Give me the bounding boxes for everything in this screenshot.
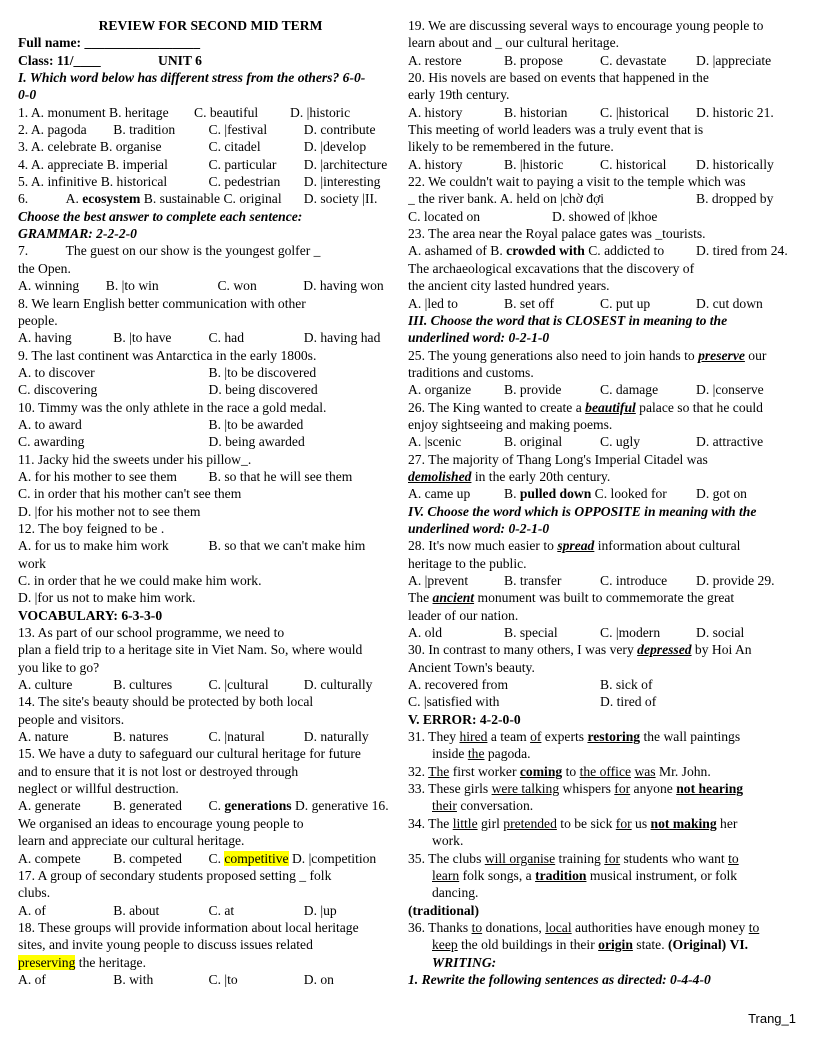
- answer-option: C. |modern: [600, 625, 661, 641]
- answer-option: D. |conserve: [696, 382, 764, 398]
- text-line: underlined word: 0-2-1-0: [408, 330, 550, 346]
- answer-options: [18, 537, 403, 554]
- answer-option: A. generate: [18, 798, 81, 814]
- text-line: plan a field trip to a heritage site in Viet Nam. So, where would: [18, 642, 363, 658]
- answer-options: [18, 242, 403, 259]
- answer-options: [18, 416, 403, 433]
- answer-option: C. introduce: [600, 573, 668, 588]
- answer-options: [18, 971, 403, 988]
- answer-option: C. devastate: [600, 52, 667, 68]
- text-line: people and visitors.: [18, 711, 125, 727]
- answer-options: [408, 676, 796, 693]
- text-line: early 19th century.: [408, 87, 510, 103]
- text-line: 11. Jacky hid the sweets under his pillow_.: [18, 451, 252, 467]
- answer-option: D. |architecture: [303, 156, 388, 172]
- answer-options: [408, 572, 796, 589]
- answer-option: D. provide 29.: [696, 573, 775, 588]
- text-line: heritage to the public.: [408, 555, 527, 571]
- answer-option: 2. A. pagoda: [18, 122, 87, 138]
- answer-option: D. having won: [303, 278, 384, 294]
- text-line: 12. The boy feigned to be .: [18, 520, 165, 536]
- answer-option: B. generated: [113, 798, 182, 814]
- text-line: 35. The clubs will organise training for students who want to: [408, 850, 739, 866]
- answer-option: The guest on our show is the youngest golfer _: [65, 243, 321, 259]
- answer-option: A. history: [408, 156, 463, 172]
- answer-options: [18, 329, 403, 346]
- text-line: sites, and invite young people to discuss issues related: [18, 937, 313, 953]
- text-line: III. Choose the word that is CLOSEST in meaning to the: [408, 312, 728, 328]
- text-line: their conversation.: [432, 798, 534, 814]
- text-line: clubs.: [18, 885, 51, 901]
- answer-options: [408, 624, 796, 641]
- answer-options: [18, 277, 403, 294]
- text-line: (traditional): [408, 902, 479, 918]
- text-line: 36. Thanks to donations, local authorities have enough money to: [408, 919, 760, 935]
- text-line: WRITING:: [432, 954, 497, 970]
- answer-option: A. came up: [408, 486, 471, 502]
- text-line: dancing.: [432, 885, 479, 901]
- answer-options: [408, 156, 796, 173]
- text-line: 8. We learn English better communication with other: [18, 295, 306, 311]
- answer-option: A. of: [18, 971, 46, 987]
- answer-option: B. special: [504, 625, 558, 641]
- answer-options: [18, 381, 403, 398]
- answer-options: [18, 902, 403, 919]
- answer-option: D. |historic: [290, 104, 351, 120]
- answer-option: 7.: [18, 243, 29, 259]
- left-column: [18, 17, 403, 988]
- answer-option: B. |to be awarded: [208, 416, 304, 432]
- answer-option: D. contribute: [303, 122, 376, 138]
- text-line: 0-0: [18, 87, 37, 103]
- text-line: 28. It's now much easier to spread information about cultural: [408, 538, 741, 554]
- answer-option: C. at: [208, 902, 235, 918]
- answer-options: [408, 295, 796, 312]
- answer-option: 1. A. monument B. heritage: [18, 104, 169, 120]
- answer-option: D. culturally: [303, 677, 373, 693]
- answer-option: B. so that he will see them: [208, 468, 353, 484]
- text-line: inside the pagoda.: [432, 746, 531, 762]
- answer-options: [408, 208, 796, 225]
- answer-option: A. organize: [408, 382, 472, 398]
- answer-option: A. to award: [18, 416, 82, 432]
- answer-option: C. located on: [408, 208, 481, 224]
- answer-option: A. compete: [18, 850, 81, 866]
- text-line: people.: [18, 312, 58, 328]
- answer-option: D. |interesting: [303, 174, 381, 190]
- text-line: 22. We couldn't wait to paying a visit to the temple which was: [408, 174, 746, 190]
- answer-option: D. |develop: [303, 139, 367, 155]
- answer-option: C. particular: [208, 156, 277, 172]
- answer-options: [408, 433, 796, 450]
- answer-option: D. historic 21.: [696, 104, 774, 120]
- answer-option: B. propose: [504, 52, 563, 68]
- class-field: Class: 11/____: [18, 52, 101, 68]
- answer-option: C. discovering: [18, 382, 98, 398]
- text-line: likely to be remembered in the future.: [408, 139, 614, 155]
- text-line: learn folk songs, a tradition musical instrument, or folk: [432, 867, 738, 883]
- text-line: C. in order that he we could make him work.: [18, 573, 262, 588]
- answer-option: _ the river bank. A. held on |chờ đợi: [408, 191, 605, 207]
- document-title: REVIEW FOR SECOND MID TERM: [98, 18, 323, 33]
- answer-option: D. on: [303, 971, 334, 987]
- text-line: learn about and _ our cultural heritage.: [408, 35, 620, 51]
- answer-option: B. tradition: [113, 122, 176, 138]
- text-line: 26. The King wanted to create a beautiful palace so that he could: [408, 399, 763, 415]
- answer-option: B. original: [504, 434, 563, 450]
- text-line: 18. These groups will provide information about local heritage: [18, 919, 359, 935]
- answer-option: C. pedestrian: [208, 174, 281, 190]
- answer-option: B. |historic: [504, 156, 564, 172]
- answer-option: D. being awarded: [208, 434, 305, 450]
- answer-option: A. |scenic: [408, 434, 462, 450]
- text-line: I. Which word below has different stress from the others? 6-0-: [18, 70, 366, 86]
- text-line: 13. As part of our school programme, we need to: [18, 625, 285, 641]
- text-line: learn and appreciate our cultural heritage.: [18, 833, 245, 849]
- answer-options: [408, 104, 796, 121]
- text-line: enjoy sightseeing and making poems.: [408, 416, 613, 432]
- class-unit-line: [18, 52, 403, 69]
- right-column: [408, 17, 796, 988]
- answer-options: [18, 850, 403, 867]
- text-line: 32. The first worker coming to the office was Mr. John.: [408, 763, 711, 779]
- text-line: D. |for his mother not to see them: [18, 503, 201, 519]
- text-line: 9. The last continent was Antarctica in the early 1800s.: [18, 347, 317, 363]
- text-line: 30. In contrast to many others, I was very depressed by Hoi An: [408, 642, 752, 658]
- text-line: 1. Rewrite the following sentences as directed: 0-4-4-0: [408, 971, 711, 987]
- text-line: neglect or willful destruction.: [18, 781, 179, 797]
- answer-options: [18, 156, 403, 173]
- answer-option: 4. A. appreciate B. imperial: [18, 156, 168, 172]
- text-line: you like to go?: [18, 659, 100, 675]
- answer-option: C. |natural: [208, 729, 265, 745]
- answer-option: D. tired from 24.: [696, 243, 788, 259]
- text-line: underlined word: 0-2-1-0: [408, 520, 550, 536]
- answer-options: [408, 485, 796, 502]
- answer-option: D. tired of: [600, 694, 657, 710]
- answer-option: D. showed of |khoe: [552, 208, 658, 224]
- right-questions: [408, 17, 796, 988]
- text-line: 17. A group of secondary students proposed setting _ folk: [18, 867, 332, 883]
- answer-option: C. ugly: [600, 434, 641, 450]
- answer-option: C. citadel: [208, 139, 261, 155]
- answer-option: A. recovered from: [408, 677, 509, 693]
- answer-option: B. sick of: [600, 677, 653, 693]
- text-line: 19. We are discussing several ways to encourage young people to: [408, 18, 764, 33]
- text-line: 10. Timmy was the only athlete in the race a gold medal.: [18, 399, 327, 415]
- answer-option: D. |appreciate: [696, 52, 772, 68]
- unit-label: UNIT 6: [158, 52, 202, 68]
- answer-option: B. |to be discovered: [208, 364, 317, 380]
- answer-option: A. history: [408, 104, 463, 120]
- text-line: keep the old buildings in their origin state. (Original) VI.: [432, 937, 749, 953]
- answer-option: B. with: [113, 971, 154, 987]
- answer-options: [408, 242, 796, 259]
- answer-option: B. |to win: [105, 278, 159, 294]
- text-line: 33. These girls were talking whispers for anyone not hearing: [408, 781, 744, 797]
- answer-option: B. provide: [504, 382, 562, 398]
- answer-option: B. |to have: [113, 330, 172, 346]
- text-line: D. |for us not to make him work.: [18, 590, 196, 606]
- text-line: work.: [432, 833, 464, 849]
- answer-option: C. had: [208, 330, 244, 346]
- text-line: and to ensure that it is not lost or destroyed through: [18, 763, 299, 779]
- answer-option: C. |festival: [208, 122, 268, 138]
- page-number: Trang_1: [748, 1011, 796, 1026]
- answer-option: B. competed: [113, 850, 182, 866]
- answer-option: D. naturally: [303, 729, 369, 745]
- answer-option: B. natures: [113, 729, 169, 745]
- text-line: demolished in the early 20th century.: [408, 468, 611, 484]
- answer-option: A. to discover: [18, 364, 95, 380]
- answer-options: [408, 190, 796, 207]
- answer-option: C. beautiful: [194, 104, 259, 120]
- answer-option: D. got on: [696, 486, 747, 502]
- answer-options: [18, 364, 403, 381]
- answer-option: D. attractive: [696, 434, 764, 450]
- answer-option: B. transfer: [504, 573, 562, 588]
- answer-option: A. |led to: [408, 295, 458, 311]
- answer-option: A. for his mother to see them: [18, 468, 177, 484]
- text-line: Ancient Town's beauty.: [408, 659, 535, 675]
- text-line: traditions and customs.: [408, 364, 534, 380]
- text-line: The archaeological excavations that the discovery of: [408, 260, 695, 276]
- text-line: the ancient city lasted hundred years.: [408, 278, 610, 294]
- answer-option: C. put up: [600, 295, 651, 311]
- answer-options: [408, 381, 796, 398]
- answer-option: A. for us to make him work: [18, 538, 169, 554]
- text-line: 25. The young generations also need to join hands to preserve our: [408, 347, 767, 363]
- answer-option: A. ashamed of B. crowded with C. addicted to: [408, 243, 665, 259]
- answer-options: [18, 104, 403, 121]
- answer-option: A. ecosystem B. sustainable C. original: [65, 191, 282, 207]
- answer-option: C. |cultural: [208, 677, 269, 693]
- answer-option: C. awarding: [18, 434, 85, 450]
- text-line: 34. The little girl pretended to be sick for us not making her: [408, 815, 738, 831]
- answer-option: B. historian: [504, 104, 568, 120]
- answer-option: A. culture: [18, 677, 73, 693]
- answer-option: A. restore: [408, 52, 462, 68]
- answer-option: A. having: [18, 330, 72, 346]
- answer-option: B. dropped by: [696, 191, 774, 207]
- answer-option: D. |up: [303, 902, 337, 918]
- text-line: 31. They hired a team of experts restoring the wall paintings: [408, 729, 741, 745]
- answer-option: B. cultures: [113, 677, 173, 693]
- answer-option: C. damage: [600, 382, 659, 398]
- answer-option: C. competitive D. |competition: [208, 850, 377, 866]
- answer-options: [18, 728, 403, 745]
- text-line: the Open.: [18, 260, 71, 276]
- answer-option: D. social: [696, 625, 745, 641]
- answer-option: C. won: [217, 278, 257, 294]
- text-line: V. ERROR: 4-2-0-0: [408, 711, 521, 727]
- text-line: preserving the heritage.: [18, 954, 146, 970]
- text-line: VOCABULARY: 6-3-3-0: [18, 607, 163, 623]
- answer-option: C. generations D. generative 16.: [208, 798, 389, 814]
- text-line: We organised an ideas to encourage young people to: [18, 815, 304, 831]
- answer-option: D. society |II.: [303, 191, 378, 207]
- text-line: GRAMMAR: 2-2-2-0: [18, 226, 137, 242]
- answer-option: B. set off: [504, 295, 554, 311]
- answer-option: B. about: [113, 902, 160, 918]
- answer-option: D. being discovered: [208, 382, 318, 398]
- answer-options: [18, 121, 403, 138]
- answer-option: D. having had: [303, 330, 381, 346]
- answer-option: A. winning: [18, 278, 80, 294]
- answer-option: C. |to: [208, 971, 238, 987]
- answer-options: [18, 797, 403, 814]
- answer-option: 5. A. infinitive B. historical: [18, 174, 168, 190]
- answer-option: C. historical: [600, 156, 667, 172]
- answer-option: C. |historical: [600, 104, 670, 120]
- answer-option: D. historically: [696, 156, 774, 172]
- answer-options: [408, 693, 796, 710]
- answer-option: 6.: [18, 191, 29, 207]
- answer-options: [18, 173, 403, 190]
- full-name-field: Full name: _________________: [18, 35, 201, 51]
- answer-option: B. so that we can't make him: [208, 538, 366, 554]
- answer-options: [18, 138, 403, 155]
- text-line: work: [18, 555, 46, 571]
- answer-option: A. old: [408, 625, 442, 641]
- answer-options: [18, 676, 403, 693]
- text-line: IV. Choose the word which is OPPOSITE in meaning with the: [408, 503, 757, 519]
- text-line: leader of our nation.: [408, 607, 519, 623]
- answer-option: A. nature: [18, 729, 69, 745]
- answer-options: [18, 433, 403, 450]
- text-line: 20. His novels are based on events that happened in the: [408, 70, 709, 86]
- answer-option: D. cut down: [696, 295, 763, 311]
- answer-option: A. |prevent: [408, 573, 469, 588]
- answer-options: [18, 190, 403, 207]
- text-line: 14. The site's beauty should be protected by both local: [18, 694, 314, 710]
- text-line: 23. The area near the Royal palace gates was _tourists.: [408, 226, 706, 242]
- text-line: The ancient monument was built to commemorate the great: [408, 590, 735, 606]
- text-line: C. in order that his mother can't see them: [18, 486, 242, 502]
- text-line: 15. We have a duty to safeguard our cultural heritage for future: [18, 746, 361, 762]
- answer-options: [408, 52, 796, 69]
- answer-option: 3. A. celebrate B. organise: [18, 139, 162, 155]
- text-line: This meeting of world leaders was a truly event that is: [408, 122, 704, 138]
- text-line: 27. The majority of Thang Long's Imperial Citadel was: [408, 451, 708, 467]
- answer-option: A. of: [18, 902, 46, 918]
- answer-options: [18, 468, 403, 485]
- answer-option: C. |satisfied with: [408, 694, 500, 710]
- text-line: Choose the best answer to complete each sentence:: [18, 208, 303, 224]
- answer-option: B. pulled down C. looked for: [504, 486, 667, 502]
- left-questions: [18, 69, 403, 988]
